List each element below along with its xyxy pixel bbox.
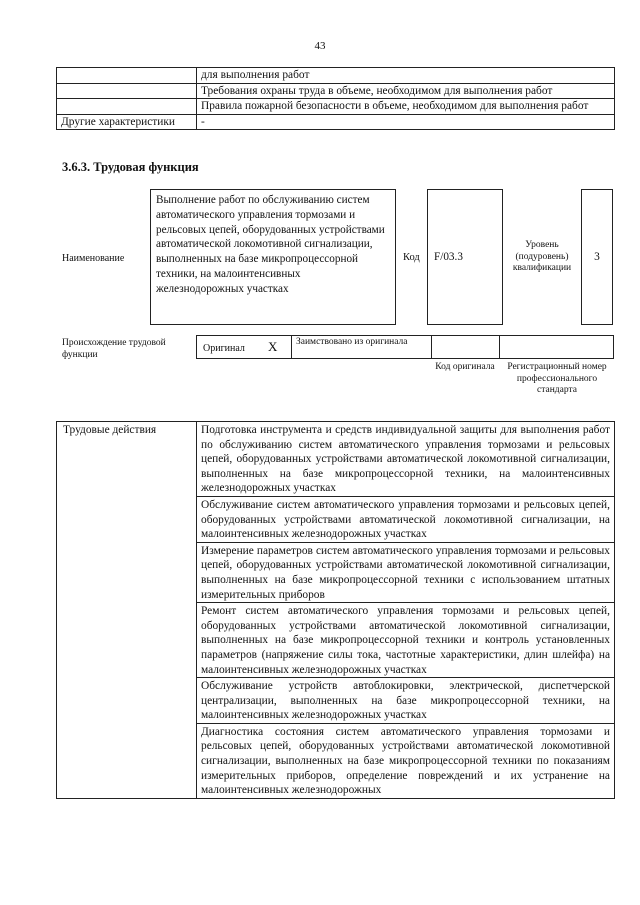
- labor-action-item: Диагностика состояния систем автоматического управления тормозами и рельсовых цепей, оборудованных устройствами автоматической локомотивной сигнализации, выполненных на базе микропроцессорной техники по показаниям измерительных приборов, определение повреждений и их устранение на малоинтенсивных железнодорожных: [197, 723, 615, 798]
- labor-action-item: Измерение параметров систем автоматического управления тормозами и рельсовых цепей, оборудованных устройствами автоматической локомотивной сигнализации, выполненных на базе микропроцессорной техники с использованием штатных измерительных приборов: [197, 542, 615, 602]
- original-mark: X: [268, 339, 278, 354]
- level-box: [581, 189, 613, 325]
- divider: [431, 336, 432, 358]
- code-label: Код: [403, 252, 420, 263]
- code-value: F/03.3: [434, 251, 463, 263]
- labor-action-item: Обслуживание устройств автоблокировки, электрической, диспетчерской централизации, выполненных на базе микропроцессорной техники, на малоинтенсивных железнодорожных участках: [197, 678, 615, 724]
- requirement-text: Требования охраны труда в объеме, необходимом для выполнения работ: [197, 83, 615, 99]
- divider: [499, 336, 500, 358]
- level-label: Уровень (подуровень) квалификации: [512, 240, 572, 273]
- requirement-text: Правила пожарной безопасности в объеме, необходимом для выполнения работ: [197, 99, 615, 115]
- table-row: [57, 99, 615, 115]
- level-value: 3: [594, 251, 600, 263]
- table-row: [57, 83, 615, 99]
- labor-action-item: Обслуживание систем автоматического управления тормозами и рельсовых цепей, оборудованных устройствами автоматической локомотивной сигнализации, на малоинтенсивных железнодорожных участках: [197, 496, 615, 542]
- origin-table: [196, 335, 614, 359]
- code-original-caption: Код оригинала: [435, 362, 495, 372]
- divider: [291, 336, 292, 358]
- other-characteristics-label: Другие характеристики: [57, 114, 197, 130]
- labor-actions-label: Трудовые действия: [57, 422, 197, 799]
- requirements-table: [56, 67, 615, 130]
- name-label: Наименование: [62, 253, 125, 264]
- code-box: [427, 189, 503, 325]
- labor-action-item: Ремонт систем автоматического управления тормозами и рельсовых цепей, оборудованных устройствами автоматической локомотивной сигнализации, выполненных на базе микропроцессорной техники и контроль установленных параметров (напряжение силы тока, частотные характеристики, длин шлейфа) на малоинтенсивных железнодорожных участках: [197, 603, 615, 678]
- table-row: [57, 68, 615, 84]
- table-row: [57, 422, 615, 497]
- requirement-text: для выполнения работ: [197, 68, 615, 84]
- function-name-box: Выполнение работ по обслуживанию систем автоматического управления тормозами и рельсовых цепей, оборудованных устройствами автоматической локомотивной сигнализации, выполненных на базе микропроцессорной техники, на малоинтенсивных железнодорожных участках: [150, 189, 396, 325]
- table-row: [57, 114, 615, 130]
- labor-actions-table: [56, 421, 615, 799]
- other-characteristics-value: -: [197, 114, 615, 130]
- borrowed-label: Заимствовано из оригинала: [296, 337, 408, 347]
- section-title: 3.6.3. Трудовая функция: [62, 160, 199, 174]
- original-label: Оригинал: [203, 343, 245, 354]
- labor-action-item: Подготовка инструмента и средств индивидуальной защиты для выполнения работ по обслуживанию систем автоматического управления тормозами и рельсовых цепей, оборудованных устройствами автоматической локомотивной сигнализации, выполненных на базе микропроцессорной техники, на малоинтенсивных железнодорожных участках: [197, 422, 615, 497]
- registration-number-caption: Регистрационный номер профессионального стандарта: [507, 362, 607, 395]
- origin-label: Происхождение трудовой функции: [62, 338, 166, 360]
- page-number: 43: [314, 40, 326, 52]
